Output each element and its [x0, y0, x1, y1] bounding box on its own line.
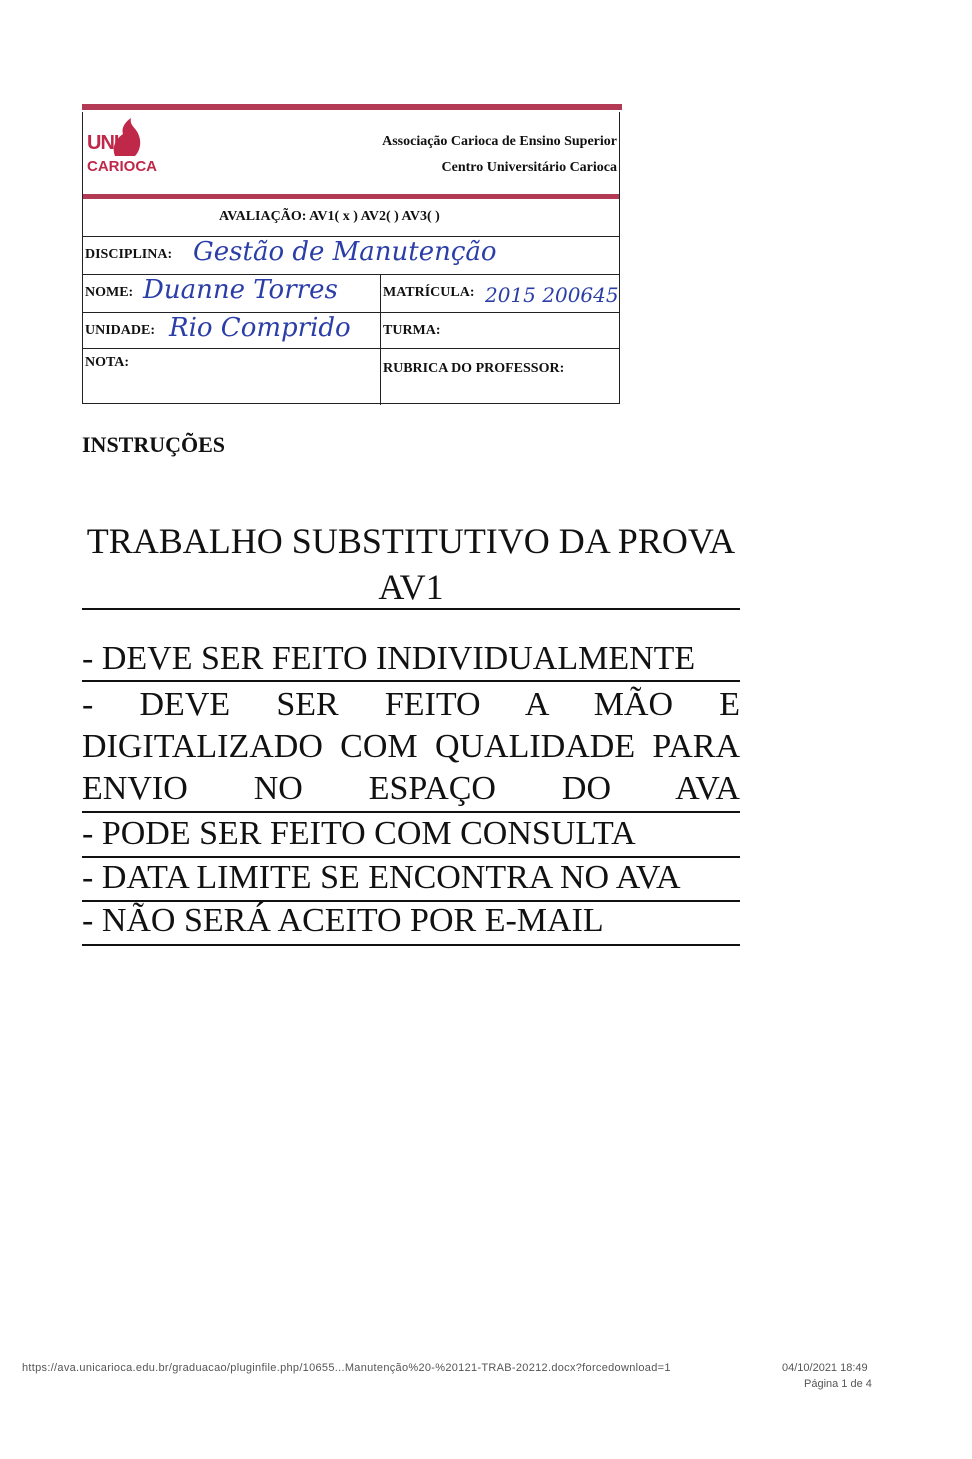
column-divider	[380, 275, 381, 313]
header-top-bar	[82, 104, 622, 110]
title-underline	[82, 608, 740, 610]
instruction-item: - PODE SER FEITO COM CONSULTA	[82, 815, 636, 852]
page-number: Página 1 de 4	[804, 1378, 872, 1390]
instructions-heading: INSTRUÇÕES	[82, 432, 226, 457]
class-label: TURMA:	[383, 323, 441, 338]
grade-label: NOTA:	[85, 355, 130, 370]
exam-header-form	[82, 112, 620, 404]
print-datetime: 04/10/2021 18:49	[782, 1362, 868, 1374]
unit-label: UNIDADE:	[85, 323, 155, 338]
evaluation-row	[83, 199, 619, 237]
registration-value: 2015 200645	[485, 283, 619, 307]
item-underline	[82, 680, 740, 682]
logo-row	[83, 112, 619, 194]
instruction-item: - DEVE SER FEITO A MÃO E DIGITALIZADO COM QUALIDADE PARA ENVIO NO ESPAÇO DO AVA	[82, 686, 740, 807]
instruction-item: - DATA LIMITE SE ENCONTRA NO AVA	[82, 859, 681, 896]
discipline-value: Gestão de Manutenção	[193, 237, 497, 267]
column-divider	[380, 313, 381, 349]
unicarioca-logo	[85, 116, 157, 188]
column-divider	[380, 349, 381, 405]
item-underline	[82, 944, 740, 946]
instruction-item: - NÃO SERÁ ACEITO POR E-MAIL	[82, 902, 604, 939]
unit-row	[83, 312, 619, 348]
university-center-name: Centro Universitário Carioca	[441, 160, 617, 175]
logo-carioca-text: CARIOCA	[87, 158, 157, 175]
discipline-label: DISCIPLINA:	[85, 247, 173, 262]
instruction-item: - DEVE SER FEITO INDIVIDUALMENTE	[82, 640, 696, 677]
registration-label: MATRÍCULA:	[383, 285, 475, 300]
grade-row	[83, 348, 619, 404]
assignment-title: TRABALHO SUBSTITUTIVO DA PROVA	[86, 521, 736, 561]
logo-uni-text: UNI	[87, 132, 119, 154]
name-row	[83, 274, 619, 312]
name-label: NOME:	[85, 285, 134, 300]
name-value: Duanne Torres	[143, 275, 338, 305]
download-url: https://ava.unicarioca.edu.br/graduacao/pluginfile.php/10655...Manutenção%20-%20121-TRAB-20212.docx?forcedownload=1	[22, 1362, 671, 1374]
unit-value: Rio Comprido	[169, 313, 351, 343]
evaluation-selection: AVALIAÇÃO: AV1( x ) AV2( ) AV3( )	[219, 209, 440, 224]
assignment-title-av: AV1	[378, 567, 444, 607]
professor-signature-label: RUBRICA DO PROFESSOR:	[383, 361, 565, 376]
discipline-row	[83, 236, 619, 274]
institution-name: Associação Carioca de Ensino Superior	[382, 134, 617, 149]
